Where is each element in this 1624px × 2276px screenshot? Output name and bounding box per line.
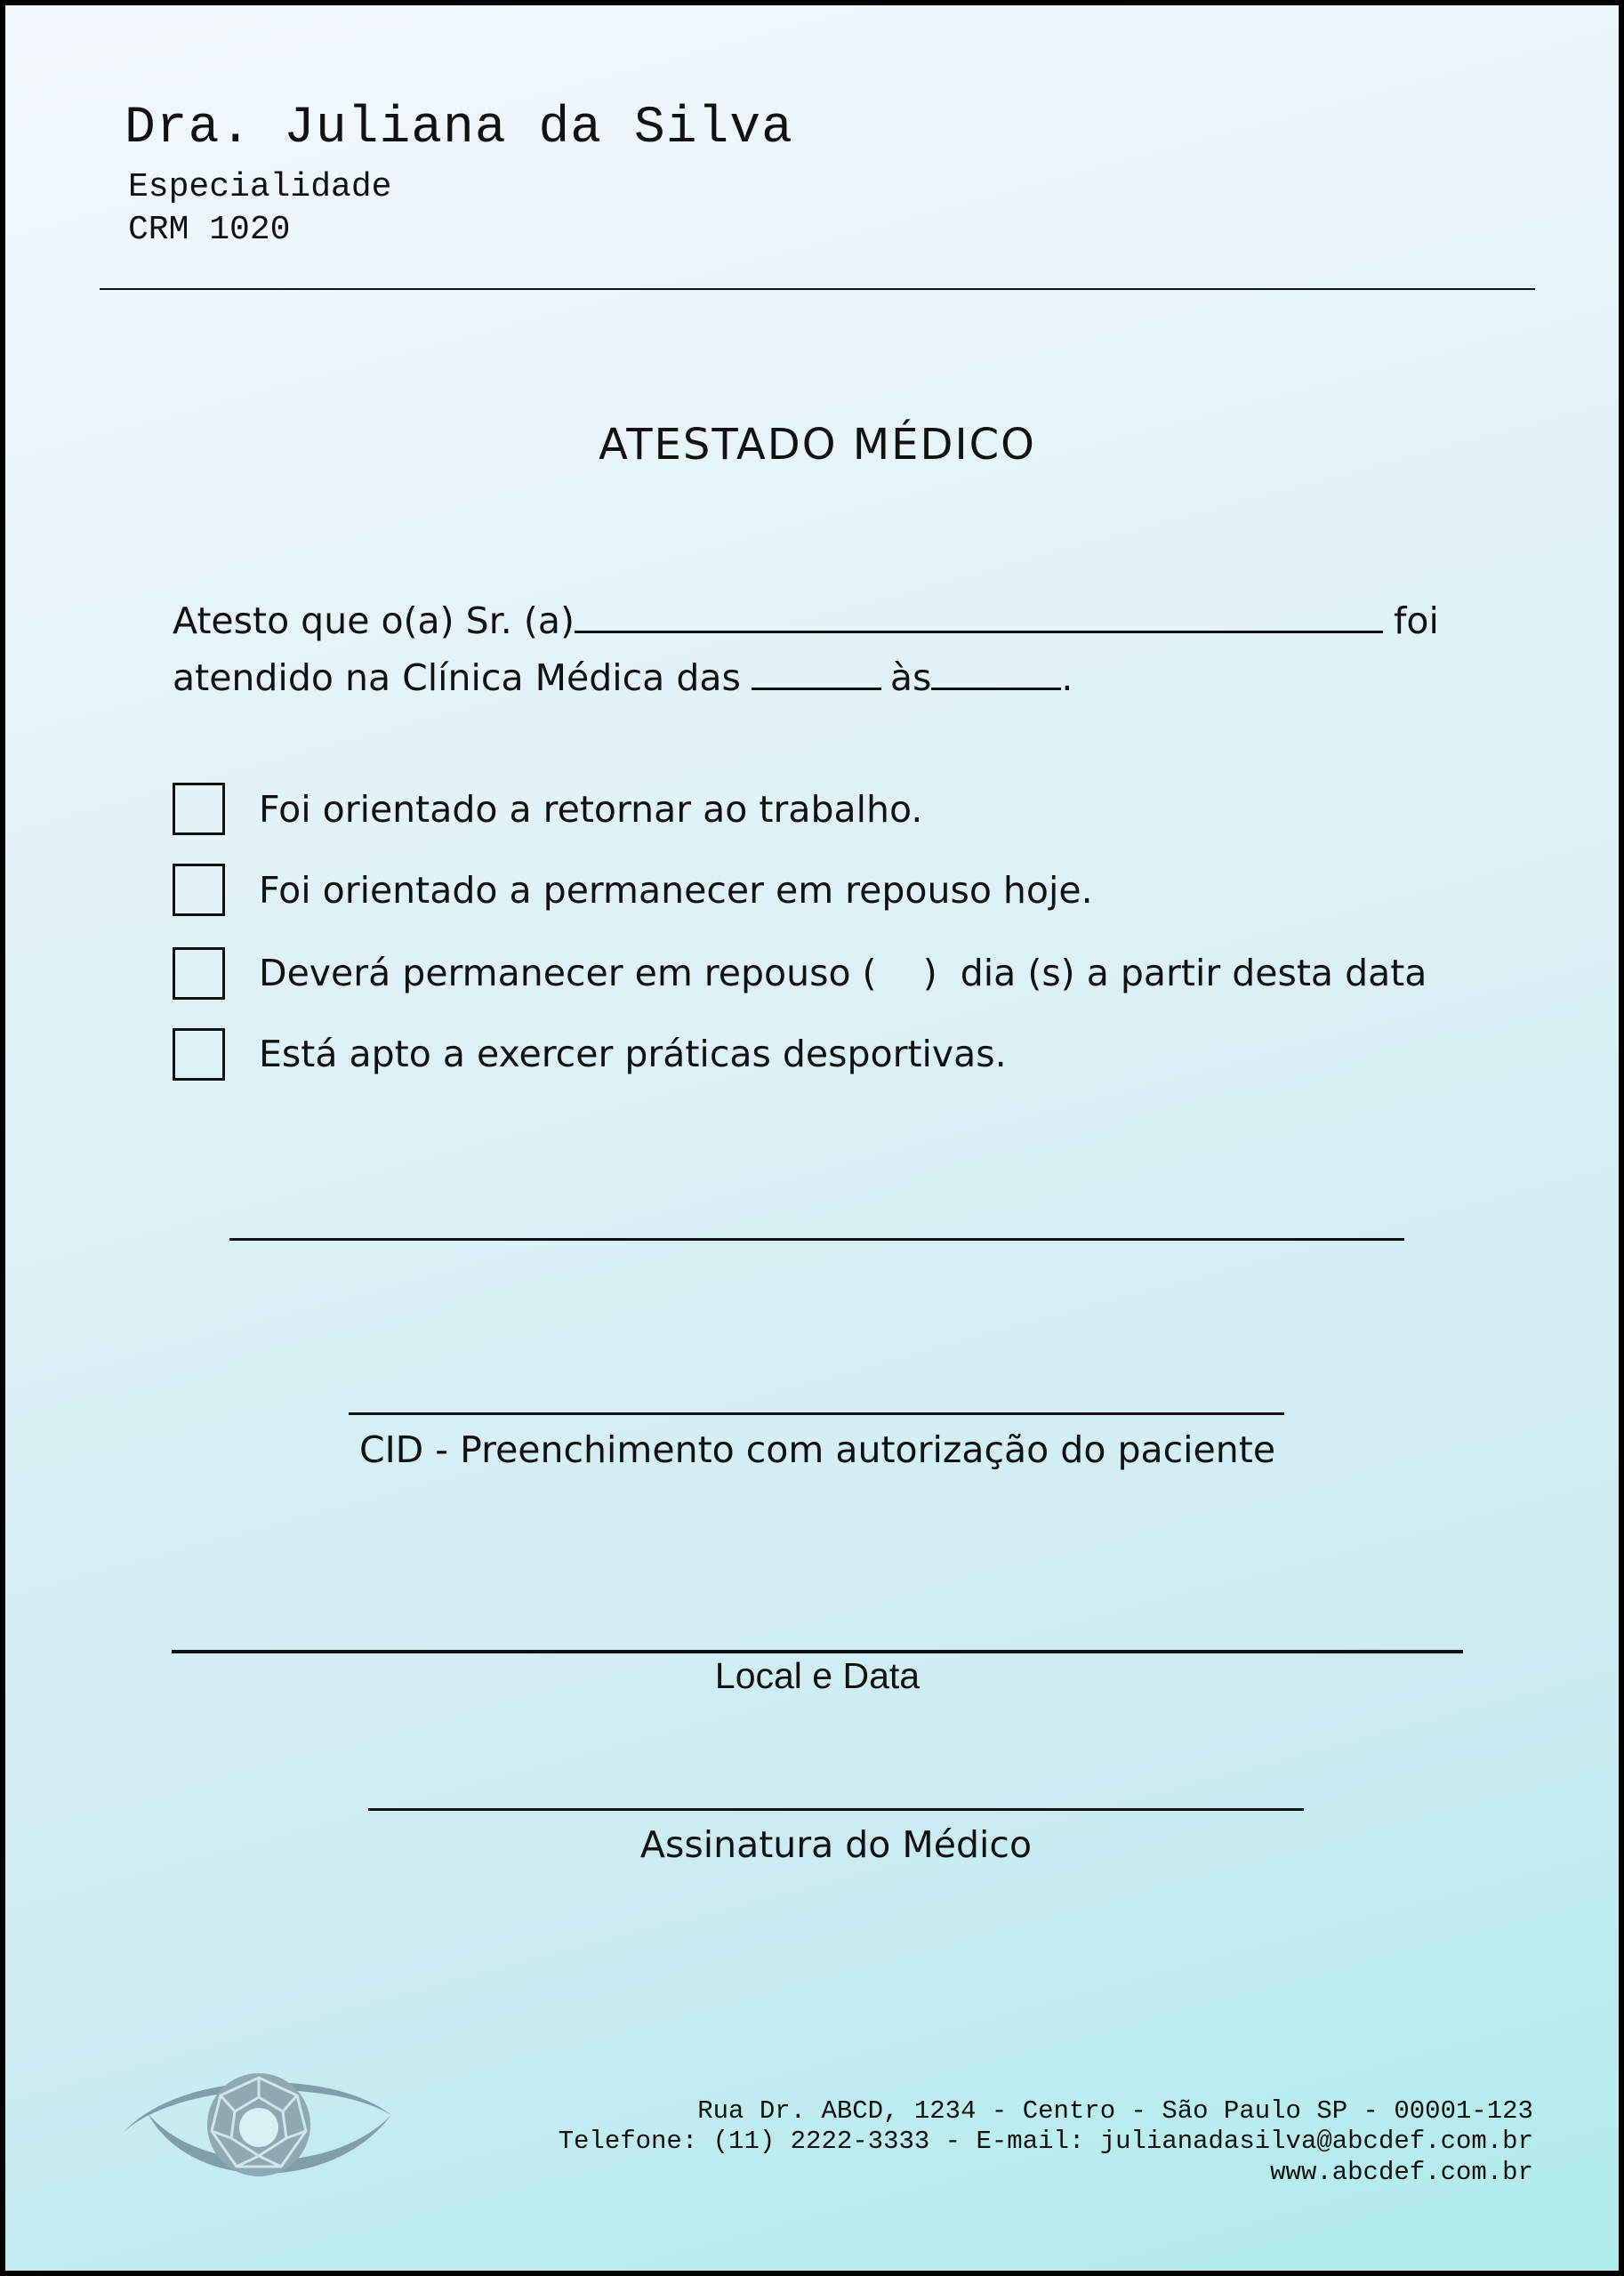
signature-caption: Assinatura do Médico	[639, 1823, 1033, 1866]
start-time-field[interactable]	[752, 688, 881, 690]
checkbox-rest-today[interactable]	[173, 864, 225, 916]
checkbox-return-to-work[interactable]	[173, 783, 225, 835]
doctor-crm: CRM 1020	[128, 211, 291, 249]
page-title: ATESTADO MÉDICO	[599, 420, 1036, 470]
signature-field-line[interactable]	[368, 1808, 1304, 1811]
eye-diamond-icon	[119, 2060, 395, 2192]
checkbox-rest-days[interactable]	[173, 947, 225, 1000]
statement-line-1	[173, 599, 1439, 642]
option-label-sports-fit: Está apto a exercer práticas desportivas.	[259, 1033, 1007, 1075]
statement-line-1-suffix: foi	[1393, 599, 1439, 642]
patient-name-field[interactable]	[575, 631, 1383, 633]
footer-contact: Telefone: (11) 2222-3333 - E-mail: julianadasilva@abcdef.com.br	[558, 2127, 1533, 2156]
statement-line-2-end: .	[1061, 656, 1073, 699]
footer-address: Rua Dr. ABCD, 1234 - Centro - São Paulo SP - 00001-123	[697, 2096, 1533, 2126]
footer-website: www.abcdef.com.br	[1270, 2158, 1533, 2187]
cid-field-line[interactable]	[349, 1412, 1284, 1415]
doctor-name: Dra. Juliana da Silva	[125, 100, 793, 157]
cid-caption: CID - Preenchimento com autorização do paciente	[358, 1428, 1276, 1471]
observation-line[interactable]	[229, 1238, 1404, 1241]
statement-line-2-prefix: atendido na Clínica Médica das	[173, 656, 741, 699]
option-label-rest-today: Foi orientado a permanecer em repouso hoje.	[259, 869, 1093, 912]
option-label-return-to-work: Foi orientado a retornar ao trabalho.	[259, 788, 923, 831]
doctor-specialty: Especialidade	[128, 168, 392, 206]
checkbox-sports-fit[interactable]	[173, 1028, 225, 1081]
statement-line-2	[173, 656, 1073, 699]
local-date-field-line[interactable]	[172, 1650, 1463, 1653]
statement-line-2-middle: às	[889, 656, 932, 699]
statement-line-1-prefix: Atesto que o(a) Sr. (a)	[173, 599, 575, 642]
local-date-caption: Local e Data	[714, 1655, 921, 1696]
end-time-field[interactable]	[931, 688, 1061, 690]
header-divider	[100, 288, 1535, 290]
option-label-rest-days: Deverá permanecer em repouso ( ) dia (s) a partir desta data	[259, 952, 1427, 994]
